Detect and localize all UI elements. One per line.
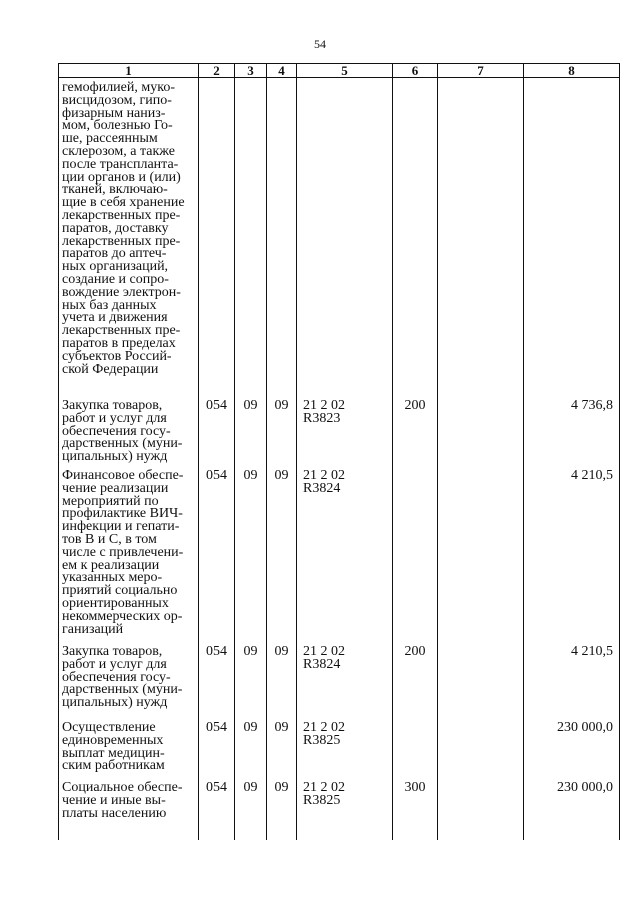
header-col-8: 8 [524,64,620,78]
section-code: 09 [235,470,267,646]
header-col-1: 1 [59,64,199,78]
code-line: R3824 [303,656,341,672]
text-line: ганизаций [62,621,124,637]
text-line: физарным наниз- [62,105,166,121]
item-name [59,646,199,722]
page-number: 54 [314,37,326,51]
text-line: висцидозом, гипо- [62,92,172,108]
text-line: числе с привлечени- [62,544,184,560]
header-col-7: 7 [438,64,524,78]
text-line: ции органов и (или) [62,169,181,185]
budget-table [58,63,620,840]
header-col-3: 3 [235,64,267,78]
code-line: R3824 [303,480,341,496]
target-article-code [297,782,393,840]
text-line: тов В и С, в том [62,531,157,547]
text-line: указанных меро- [62,570,163,586]
empty-cell [524,78,620,401]
text-line: дарственных (муни- [62,436,183,452]
item-name [59,782,199,840]
text-line: обеспечения госу- [62,669,171,685]
text-line: чение и иные вы- [62,792,166,808]
text-line: Социальное обеспе- [62,780,183,795]
amount: 4 210,5 [524,470,620,646]
subsection-code: 09 [267,470,297,646]
text-line: учета и движения [62,310,168,326]
header-col-5: 5 [297,64,393,78]
text-line: склерозом, а также [62,143,175,159]
code-line: 21 2 02 [303,398,345,413]
expense-type-code: 300 [393,782,438,840]
text-line: паратов в пределах [62,335,176,351]
text-line: обеспечения госу- [62,423,171,439]
target-article-code [297,470,393,646]
text-line: ше, рассеянным [62,131,158,147]
item-name [59,470,199,646]
table-row [59,782,620,840]
section-code: 09 [235,722,267,782]
code-line: 21 2 02 [303,720,345,735]
text-line: лекарственных пре- [62,323,181,339]
table-row [59,400,620,470]
empty-cell [235,78,267,401]
expense-type-code: 200 [393,400,438,470]
text-line: мом, болезнью Го- [62,118,173,134]
subsection-code: 09 [267,646,297,722]
text-line: лекарственных пре- [62,233,181,249]
code-line: 21 2 02 [303,468,345,483]
text-line: чение реализации [62,480,169,496]
expense-type-code: 200 [393,646,438,722]
text-line: Закупка товаров, [62,644,163,659]
text-line: выплат медицин- [62,745,165,761]
empty-cell [438,722,524,782]
text-line: Осуществление [62,720,156,735]
ministry-code: 054 [199,400,235,470]
subsection-code: 09 [267,722,297,782]
code-line: 21 2 02 [303,780,345,795]
text-line: гемофилией, муко- [62,80,175,95]
code-line: 21 2 02 [303,644,345,659]
text-line: субъектов Россий- [62,348,172,364]
text-line: некоммерческих ор- [62,608,183,624]
section-code: 09 [235,646,267,722]
text-line: ской Федерации [62,361,159,377]
empty-cell [297,78,393,401]
text-line: тканей, включаю- [62,182,168,198]
code-line: R3825 [303,732,341,748]
text-line: создание и сопро- [62,271,169,287]
text-line: инфекции и гепати- [62,519,180,535]
text-line: после транспланта- [62,156,179,172]
text-line: профилактике ВИЧ- [62,506,183,522]
amount: 230 000,0 [524,722,620,782]
ministry-code: 054 [199,782,235,840]
text-line: платы населению [62,805,167,821]
text-line: вождение электрон- [62,284,181,300]
text-line: единовременных [62,732,164,748]
text-line: ским работникам [62,758,165,774]
text-line: паратов до аптеч- [62,246,167,262]
text-line: работ и услуг для [62,410,167,426]
text-line: мероприятий по [62,493,159,509]
section-code: 09 [235,782,267,840]
code-line: R3823 [303,410,341,426]
section-code: 09 [235,400,267,470]
text-line: паратов, доставку [62,220,169,236]
continuation-text [59,78,199,401]
ministry-code: 054 [199,646,235,722]
table-row-continuation [59,78,620,401]
text-line: ориентированных [62,595,169,611]
text-line: приятий социально [62,583,178,599]
text-line: Финансовое обеспе- [62,468,184,483]
amount: 230 000,0 [524,782,620,840]
empty-cell [267,78,297,401]
subsection-code: 09 [267,782,297,840]
header-col-2: 2 [199,64,235,78]
table-row [59,722,620,782]
text-line: работ и услуг для [62,656,167,672]
empty-cell [438,646,524,722]
ministry-code: 054 [199,470,235,646]
empty-cell [438,782,524,840]
text-line: ем к реализации [62,557,160,573]
text-line: ципальных) нужд [62,695,168,711]
code-line: R3825 [303,792,341,808]
text-line: ных организаций, [62,259,169,275]
expense-type-code [393,470,438,646]
expense-type-code [393,722,438,782]
text-line: ных баз данных [62,297,157,313]
item-name [59,722,199,782]
item-name [59,400,199,470]
empty-cell [393,78,438,401]
text-line: Закупка товаров, [62,398,163,413]
text-line: дарственных (муни- [62,682,183,698]
header-col-6: 6 [393,64,438,78]
empty-cell [438,470,524,646]
text-line: ципальных) нужд [62,449,168,465]
text-line: лекарственных пре- [62,207,181,223]
header-col-4: 4 [267,64,297,78]
empty-cell [199,78,235,401]
target-article-code [297,722,393,782]
header-row [59,64,620,78]
empty-cell [438,78,524,401]
amount: 4 210,5 [524,646,620,722]
text-line: щие в себя хранение [62,195,185,211]
target-article-code [297,400,393,470]
table-row [59,646,620,722]
target-article-code [297,646,393,722]
table-row [59,470,620,646]
subsection-code: 09 [267,400,297,470]
ministry-code: 054 [199,722,235,782]
empty-cell [438,400,524,470]
amount: 4 736,8 [524,400,620,470]
